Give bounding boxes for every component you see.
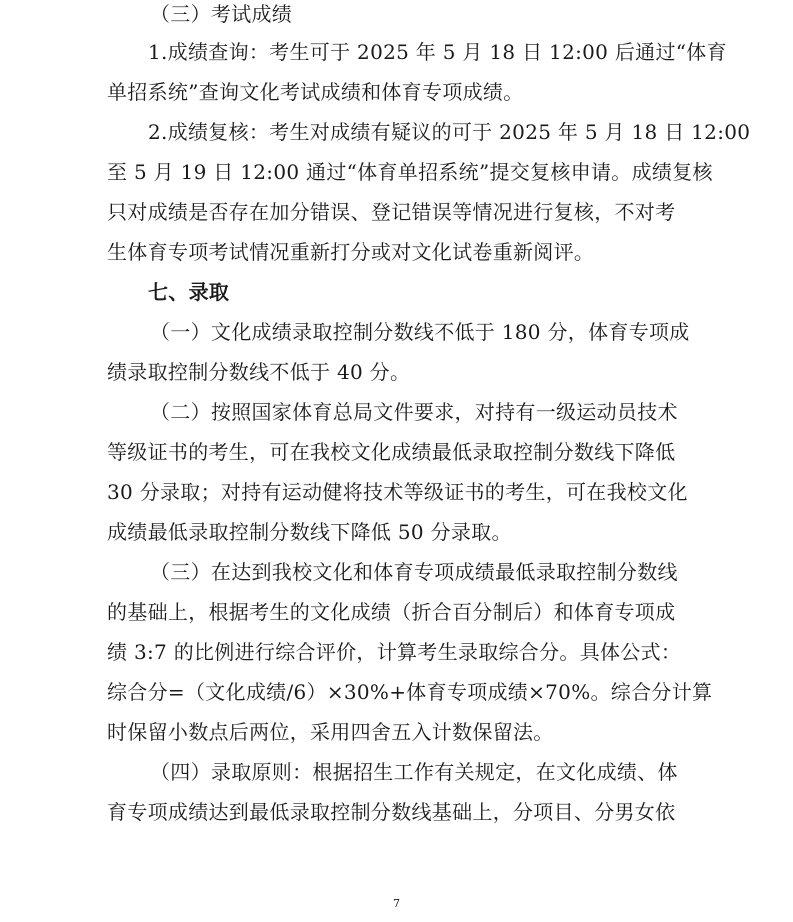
paragraph-line: 成绩最低录取控制分数线下降低 50 分录取。 [107,520,512,544]
paragraph-line: 2.成绩复核：考生对成绩有疑议的可于 2025 年 5 月 18 日 12:00 [148,120,751,144]
paragraph-line: 时保留小数点后两位，采用四舍五入计数保留法。 [107,720,554,744]
paragraph-line: 绩 3:7 的比例进行综合评价，计算考生录取综合分。具体公式： [107,640,682,664]
paragraph-line: （一）文化成绩录取控制分数线不低于 180 分，体育专项成 [150,320,690,344]
paragraph-line: 育专项成绩达到最低录取控制分数线基础上，分项目、分男女依 [107,800,676,824]
paragraph-line: （四）录取原则：根据招生工作有关规定，在文化成绩、体 [150,760,678,784]
paragraph-line: 等级证书的考生，可在我校文化成绩最低录取控制分数线下降低 [107,440,676,464]
paragraph-line: 1.成绩查询：考生可于 2025 年 5 月 18 日 12:00 后通过“体育 [148,40,727,64]
section-heading-admission: 七、录取 [148,280,230,304]
paragraph-line: 30 分录取；对持有运动健将技术等级证书的考生，可在我校文化 [107,480,688,504]
paragraph-line: 的基础上，根据考生的文化成绩（折合百分制后）和体育专项成 [107,600,676,624]
page-number: 7 [393,897,400,910]
formula-line: 综合分=（文化成绩/6）×30%+体育专项成绩×70%。综合分计算 [107,680,713,704]
paragraph-line: 绩录取控制分数线不低于 40 分。 [107,360,411,384]
paragraph-line: 只对成绩是否存在加分错误、登记错误等情况进行复核，不对考 [107,200,676,224]
paragraph-line: （二）按照国家体育总局文件要求，对持有一级运动员技术 [150,400,678,424]
subsection-heading-exam-results: （三）考试成绩 [150,2,293,26]
paragraph-line: （三）在达到我校文化和体育专项成绩最低录取控制分数线 [150,560,678,584]
paragraph-line: 单招系统”查询文化考试成绩和体育专项成绩。 [107,80,524,104]
paragraph-line: 生体育专项考试情况重新打分或对文化试卷重新阅评。 [107,240,595,264]
paragraph-line: 至 5 月 19 日 12:00 通过“体育单招系统”提交复核申请。成绩复核 [107,160,713,184]
